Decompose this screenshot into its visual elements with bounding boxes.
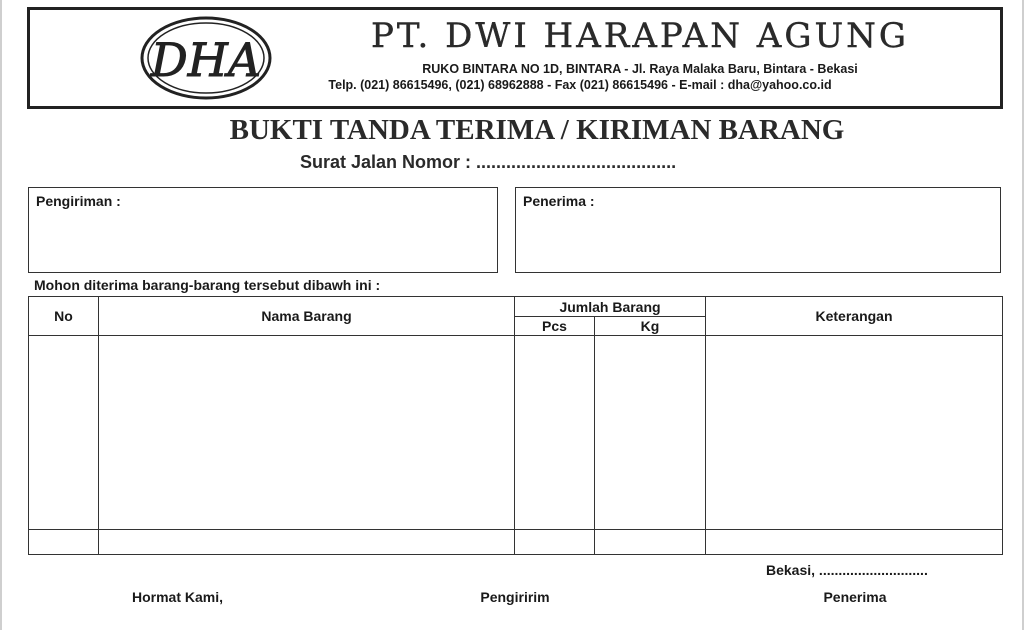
company-name: PT. DWI HARAPAN AGUNG	[370, 16, 910, 56]
logo-text: DHA	[150, 33, 262, 87]
cell-keterangan[interactable]	[706, 336, 1003, 530]
letterhead	[27, 7, 1003, 109]
cell-pcs[interactable]	[515, 530, 595, 555]
cell-nama-barang[interactable]	[99, 336, 515, 530]
signature-hormat-kami: Hormat Kami,	[131, 589, 224, 605]
cell-nama-barang[interactable]	[99, 530, 515, 555]
signature-pengirim: Pengiririm	[480, 589, 550, 605]
col-header-no: No	[29, 297, 99, 336]
logo-emblem	[140, 16, 272, 100]
col-header-pcs: Pcs	[515, 317, 595, 336]
goods-table	[28, 296, 1003, 555]
company-contact: Telp. (021) 86615496, (021) 68962888 - Fax (021) 86615496 - E-mail : dha@yahoo.co.id	[328, 78, 832, 92]
cell-pcs[interactable]	[515, 336, 595, 530]
recipient-label: Penerima :	[523, 193, 595, 209]
page-edge-left	[0, 0, 2, 630]
signature-penerima: Penerima	[823, 589, 887, 605]
col-header-nama-barang: Nama Barang	[99, 297, 515, 336]
col-header-kg: Kg	[595, 317, 706, 336]
cell-no[interactable]	[29, 336, 99, 530]
document-title: BUKTI TANDA TERIMA / KIRIMAN BARANG	[229, 114, 845, 146]
table-row	[29, 530, 1003, 555]
recipient-box[interactable]	[515, 187, 1001, 273]
company-address: RUKO BINTARA NO 1D, BINTARA - Jl. Raya Malaka Baru, Bintara - Bekasi	[422, 62, 858, 76]
instruction-text: Mohon diterima barang-barang tersebut dibawh ini :	[34, 277, 381, 293]
table-row	[29, 336, 1003, 530]
sender-label: Pengiriman :	[36, 193, 121, 209]
cell-no[interactable]	[29, 530, 99, 555]
col-header-keterangan: Keterangan	[706, 297, 1003, 336]
surat-jalan-number: Surat Jalan Nomor : ........................................	[300, 152, 677, 172]
cell-kg[interactable]	[595, 530, 706, 555]
company-logo	[140, 16, 272, 100]
cell-keterangan[interactable]	[706, 530, 1003, 555]
place-date-line: Bekasi, ............................	[766, 562, 928, 578]
sender-box[interactable]	[28, 187, 498, 273]
col-header-jumlah-barang: Jumlah Barang	[515, 297, 706, 317]
cell-kg[interactable]	[595, 336, 706, 530]
